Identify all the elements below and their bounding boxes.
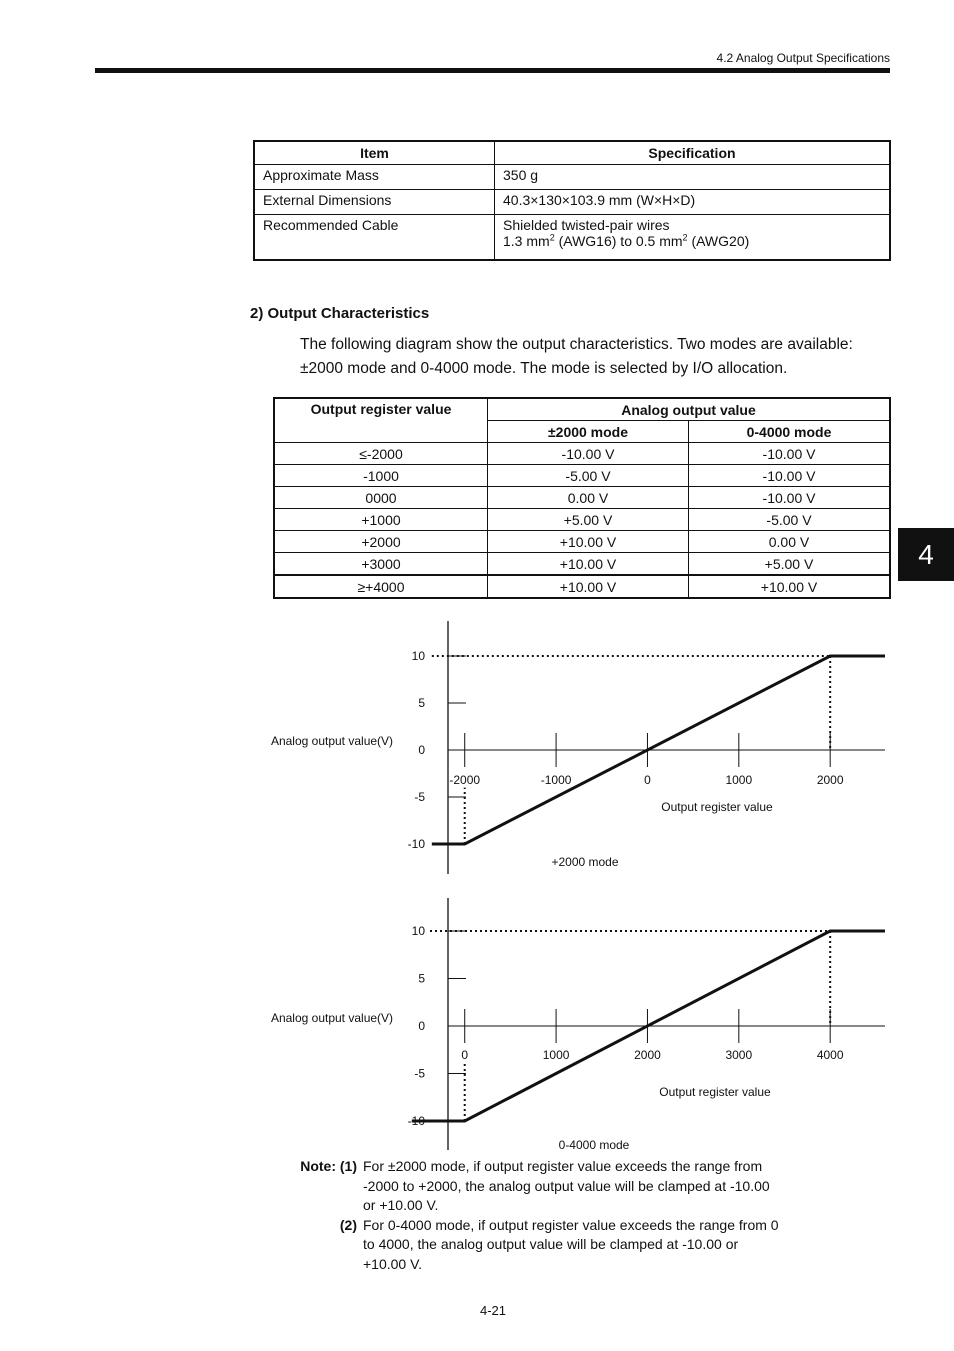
cell-spec: 40.3×130×103.9 mm (W×H×D)	[495, 190, 891, 215]
page-number: 4-21	[480, 1303, 507, 1318]
cell-spec: 350 g	[495, 165, 891, 190]
y-tick-label: -10	[407, 837, 425, 851]
intro-paragraph: The following diagram show the output characteristics. Two modes are available: ±2000 mode and 0-4000 mode. The mode is selected by I/O allocation.	[300, 336, 853, 377]
cell-item: Approximate Mass	[254, 165, 495, 190]
cell-mode1: 0.00 V	[488, 487, 689, 509]
chapter-tab: 4	[898, 528, 954, 581]
cable-line-1: Shielded twisted-pair wires	[503, 217, 670, 233]
x-tick-label: -2000	[449, 773, 481, 787]
col-header-specification: Specification	[495, 141, 891, 165]
cell-mode2: +10.00 V	[689, 575, 891, 598]
col-header-analog: Analog output value	[488, 398, 891, 421]
x-axis-label: Output register value	[659, 1085, 771, 1099]
note-text: For 0-4000 mode, if output register value exceeds the range from 0 to 4000, the analog output value will be clamped at -10.00 or +10.00 V.	[363, 1216, 779, 1272]
cell-mode1: +10.00 V	[488, 531, 689, 553]
cell-mode2: -10.00 V	[689, 487, 891, 509]
cell-mode1: +10.00 V	[488, 553, 689, 576]
cell-mode1: +10.00 V	[488, 575, 689, 598]
x-tick-label: 2000	[634, 1048, 661, 1062]
x-tick-label: 1000	[725, 773, 753, 787]
cable-text-b: (AWG16) to 0.5 mm	[554, 233, 683, 249]
col-header-mode2: 0-4000 mode	[689, 421, 891, 443]
cell-reg: +3000	[274, 553, 488, 576]
cell-reg: +2000	[274, 531, 488, 553]
cell-item: Recommended Cable	[254, 215, 495, 261]
chart-title: +2000 mode	[551, 855, 619, 869]
cell-mode2: -10.00 V	[689, 465, 891, 487]
y-tick-label: 5	[418, 696, 425, 710]
cell-mode1: +5.00 V	[488, 509, 689, 531]
cell-reg: ≤-2000	[274, 443, 488, 465]
x-tick-label: 4000	[816, 1048, 844, 1062]
y-axis-label: Analog output value(V)	[270, 734, 394, 748]
running-header: 4.2 Analog Output Specifications	[716, 51, 890, 65]
cell-mode2: -5.00 V	[689, 509, 891, 531]
cell-mode2: -10.00 V	[689, 443, 891, 465]
superscript: 2	[549, 232, 555, 243]
cell-item: External Dimensions	[254, 190, 495, 215]
note-text: For ±2000 mode, if output register value exceeds the range from -2000 to +2000, the analog output value will be clamped at -10.00 or +10.00 V.	[363, 1158, 770, 1213]
y-tick-label: 10	[411, 649, 425, 663]
col-header-mode1: ±2000 mode	[488, 421, 689, 443]
x-tick-label: 0	[644, 773, 651, 787]
x-tick-label: 3000	[725, 1048, 753, 1062]
x-tick-label: 0	[461, 1048, 469, 1062]
y-tick-label: 5	[418, 971, 425, 986]
cell-mode2: 0.00 V	[689, 531, 891, 553]
y-tick-label: 0	[418, 743, 425, 757]
note-item	[300, 1157, 780, 1216]
cell-mode1: -5.00 V	[488, 465, 689, 487]
notes	[300, 1157, 780, 1274]
cell-reg: ≥+4000	[274, 575, 488, 598]
y-tick-label: 0	[418, 1019, 425, 1033]
cable-text-a: 1.3 mm	[503, 233, 550, 249]
y-tick-label: -5	[414, 1066, 425, 1081]
x-tick-label: 1000	[542, 1048, 570, 1062]
note-label: Note: (1)	[300, 1158, 357, 1174]
col-header-item: Item	[254, 141, 495, 165]
y-axis-label: Analog output value(V)	[270, 1011, 394, 1025]
chart-title: 0-4000 mode	[558, 1138, 630, 1152]
x-tick-label: 2000	[816, 773, 844, 787]
cable-text-c: (AWG20)	[687, 233, 750, 249]
y-tick-label: 10	[411, 924, 425, 938]
cell-reg: +1000	[274, 509, 488, 531]
superscript: 2	[682, 232, 688, 243]
y-tick-label: -10	[407, 1114, 425, 1128]
y-tick-label: -5	[414, 790, 425, 804]
cell-reg: 0000	[274, 487, 488, 509]
x-axis-label: Output register value	[661, 800, 773, 814]
cell-reg: -1000	[274, 465, 488, 487]
note-item	[300, 1216, 780, 1275]
note-label: (2)	[339, 1216, 357, 1233]
section-heading: 2) Output Characteristics	[250, 305, 430, 322]
cell-mode1: -10.00 V	[488, 443, 689, 465]
cell-mode2: +5.00 V	[689, 553, 891, 576]
col-header-register: Output register value	[274, 398, 488, 443]
x-tick-label: -1000	[540, 773, 572, 787]
